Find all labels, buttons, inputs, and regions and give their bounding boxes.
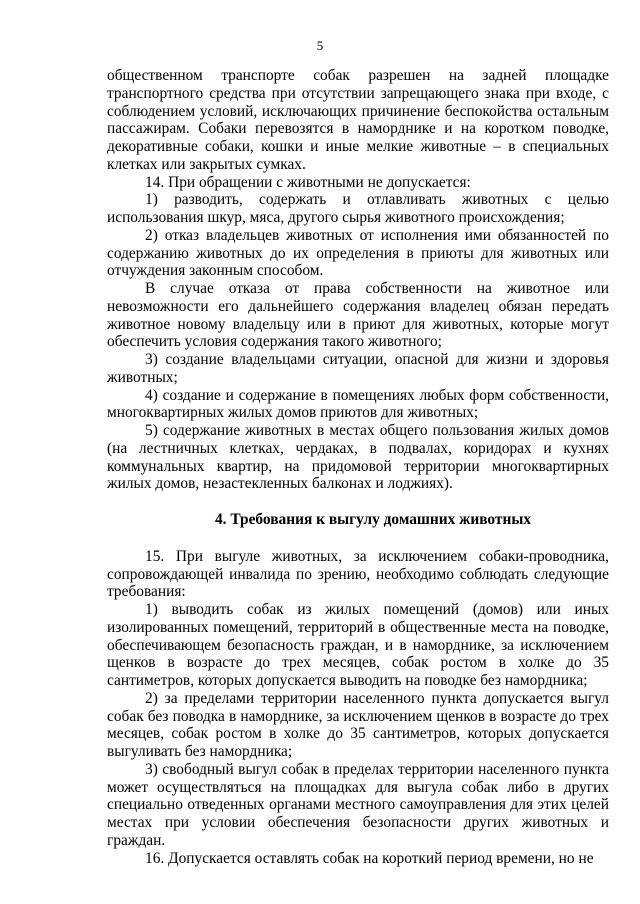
paragraph: 16. Допускается оставлять собак на короткий период времени, но не xyxy=(145,849,594,867)
paragraph: 3) свободный выгул собак в пределах территории населенного пункта может осуществляться на площадках для выгула собак либо в других специально отведенных органами местного самоуправления для этих целей местах при условии обеспечения безопасности других животных и граждан. xyxy=(107,760,609,849)
paragraph: 2) за пределами территории населенного пункта допускается выгул собак без поводка в наморднике, за исключением щенков в возрасте до трех месяцев, собак ростом в холке до 35 сантиметров, которых допускается выгуливать без намордника; xyxy=(107,689,609,760)
page-number: 5 xyxy=(316,38,324,53)
document-body xyxy=(107,67,609,867)
paragraph: 2) отказ владельцев животных от исполнения ими обязанностей по содержанию животных до их определения в приюты для животных или отчуждения законным способом. xyxy=(107,226,609,280)
paragraph: 4) создание и содержание в помещениях любых форм собственности, многоквартирных жилых домов приютов для животных; xyxy=(107,386,609,422)
paragraph: общественном транспорте собак разрешен на задней площадке транспортного средства при отсутствии запрещающего знака при входе, с соблюдением условий, исключающих причинение беспокойства остальным пассажирам. Собаки перевозятся в наморднике и на коротком поводке, декоративные собаки, кошки и иные мелкие животные – в специальных клетках или закрытых сумках. xyxy=(107,67,609,173)
paragraph: В случае отказа от права собственности на животное или невозможности его дальнейшего содержания владелец обязан передать животное новому владельцу или в приют для животных, которые могут обеспечить условия содержания такого животного; xyxy=(107,280,609,351)
paragraph: 3) создание владельцами ситуации, опасной для жизни и здоровья животных; xyxy=(107,351,609,386)
paragraph: 14. При обращении с животными не допускается: xyxy=(145,173,471,191)
paragraphs-before-heading xyxy=(107,67,609,493)
paragraph: 5) содержание животных в местах общего пользования жилых домов (на лестничных клетках, чердаках, в подвалах, коридорах и кухнях коммунальных квартир, на придомовой территории многоквартирных жилых домов, незастекленных балконах и лоджиях). xyxy=(107,422,609,493)
paragraphs-after-heading xyxy=(107,548,609,868)
paragraph: 15. При выгуле животных, за исключением собаки-проводника, сопровождающей инвалида по зрению, необходимо соблюдать следующие требования: xyxy=(107,547,609,601)
paragraph: 1) выводить собак из жилых помещений (домов) или иных изолированных помещений, территорий в общественные места на поводке, обеспечивающем безопасность граждан, и в наморднике, за исключением щенков в возрасте до трех месяцев, собак ростом в холке до 35 сантиметров, которых допускается выводить на поводке без намордника; xyxy=(107,601,609,689)
paragraph: 1) разводить, содержать и отлавливать животных с целью использования шкур, мяса, другого сырья животного происхождения; xyxy=(107,191,609,226)
section-heading: 4. Требования к выгулу домашних животных xyxy=(214,511,532,528)
